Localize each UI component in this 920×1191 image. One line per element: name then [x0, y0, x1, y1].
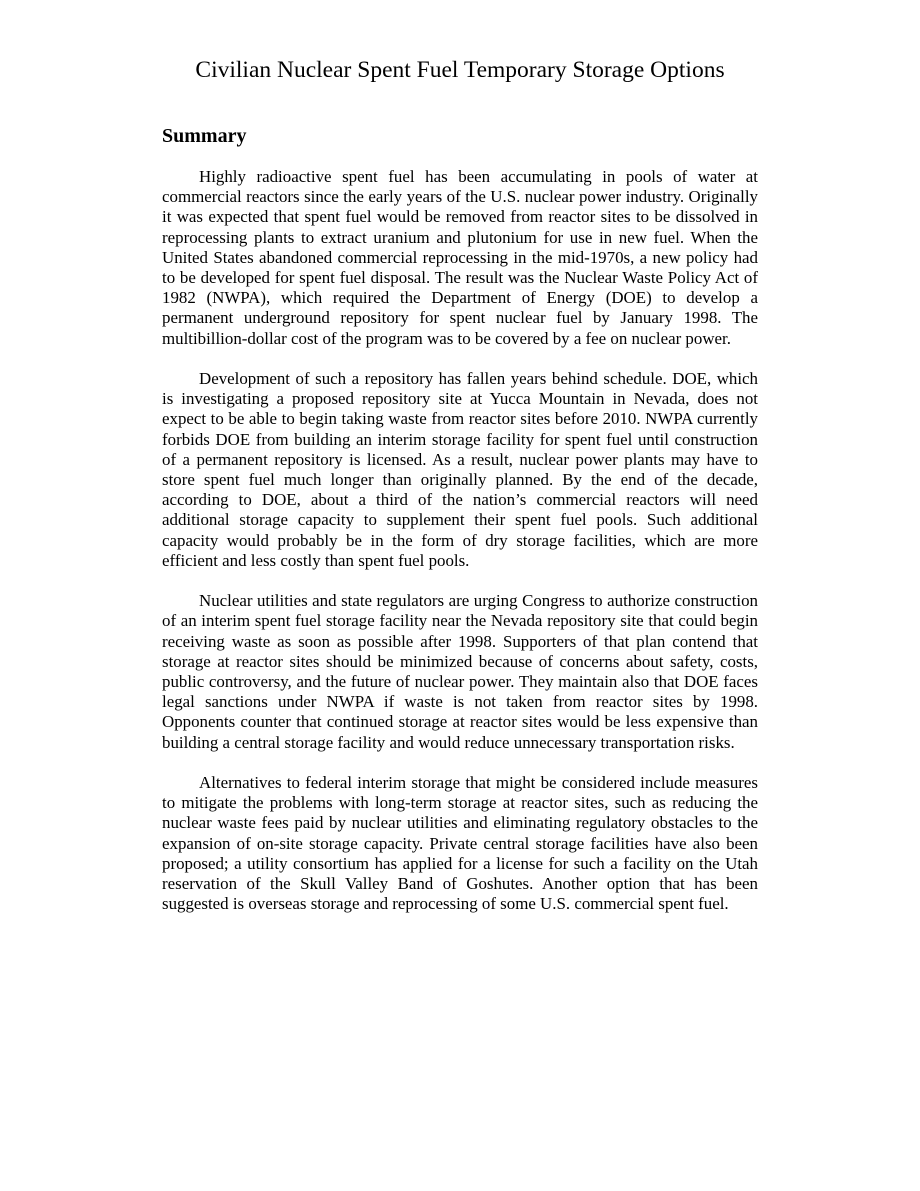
summary-paragraph-4: Alternatives to federal interim storage that might be considered include measures to mitigate the problems with long-term storage at reactor sites, such as reducing the nuclear waste fees paid by nuclear utilities and eliminating regulatory obstacles to the expansion of on-site storage capacity. Private central storage facilities have also been proposed; a utility consortium has applied for a license for such a facility on the Utah reservation of the Skull Valley Band of Goshutes. Another option that has been suggested is overseas storage and reprocessing of some U.S. commercial spent fuel.	[162, 773, 758, 914]
summary-paragraph-1: Highly radioactive spent fuel has been accumulating in pools of water at commercial reactors since the early years of the U.S. nuclear power industry. Originally it was expected that spent fuel would be removed from reactor sites to be dissolved in reprocessing plants to extract uranium and plutonium for use in new fuel. When the United States abandoned commercial reprocessing in the mid-1970s, a new policy had to be developed for spent fuel disposal. The result was the Nuclear Waste Policy Act of 1982 (NWPA), which required the Department of Energy (DOE) to develop a permanent underground repository for spent nuclear fuel by January 1998. The multibillion-dollar cost of the program was to be covered by a fee on nuclear power.	[162, 167, 758, 348]
summary-paragraph-3: Nuclear utilities and state regulators are urging Congress to authorize construction of an interim spent fuel storage facility near the Nevada repository site that could begin receiving waste as soon as possible after 1998. Supporters of that plan contend that storage at reactor sites should be minimized because of concerns about safety, costs, public controversy, and the future of nuclear power. They maintain also that DOE faces legal sanctions under NWPA if waste is not taken from reactor sites by 1998. Opponents counter that continued storage at reactor sites would be less expensive than building a central storage facility and would reduce unnecessary transportation risks.	[162, 591, 758, 752]
summary-paragraph-2: Development of such a repository has fallen years behind schedule. DOE, which is investigating a proposed repository site at Yucca Mountain in Nevada, does not expect to be able to begin taking waste from reactor sites before 2010. NWPA currently forbids DOE from building an interim storage facility for spent fuel until construction of a permanent repository is licensed. As a result, nuclear power plants may have to store spent fuel much longer than originally planned. By the end of the decade, according to DOE, about a third of the nation’s commercial reactors will need additional storage capacity to supplement their spent fuel pools. Such additional capacity would probably be in the form of dry storage facilities, which are more efficient and less costly than spent fuel pools.	[162, 369, 758, 570]
document-title: Civilian Nuclear Spent Fuel Temporary Storage Options	[195, 57, 725, 83]
summary-body	[162, 167, 758, 935]
section-heading-summary: Summary	[162, 125, 247, 147]
